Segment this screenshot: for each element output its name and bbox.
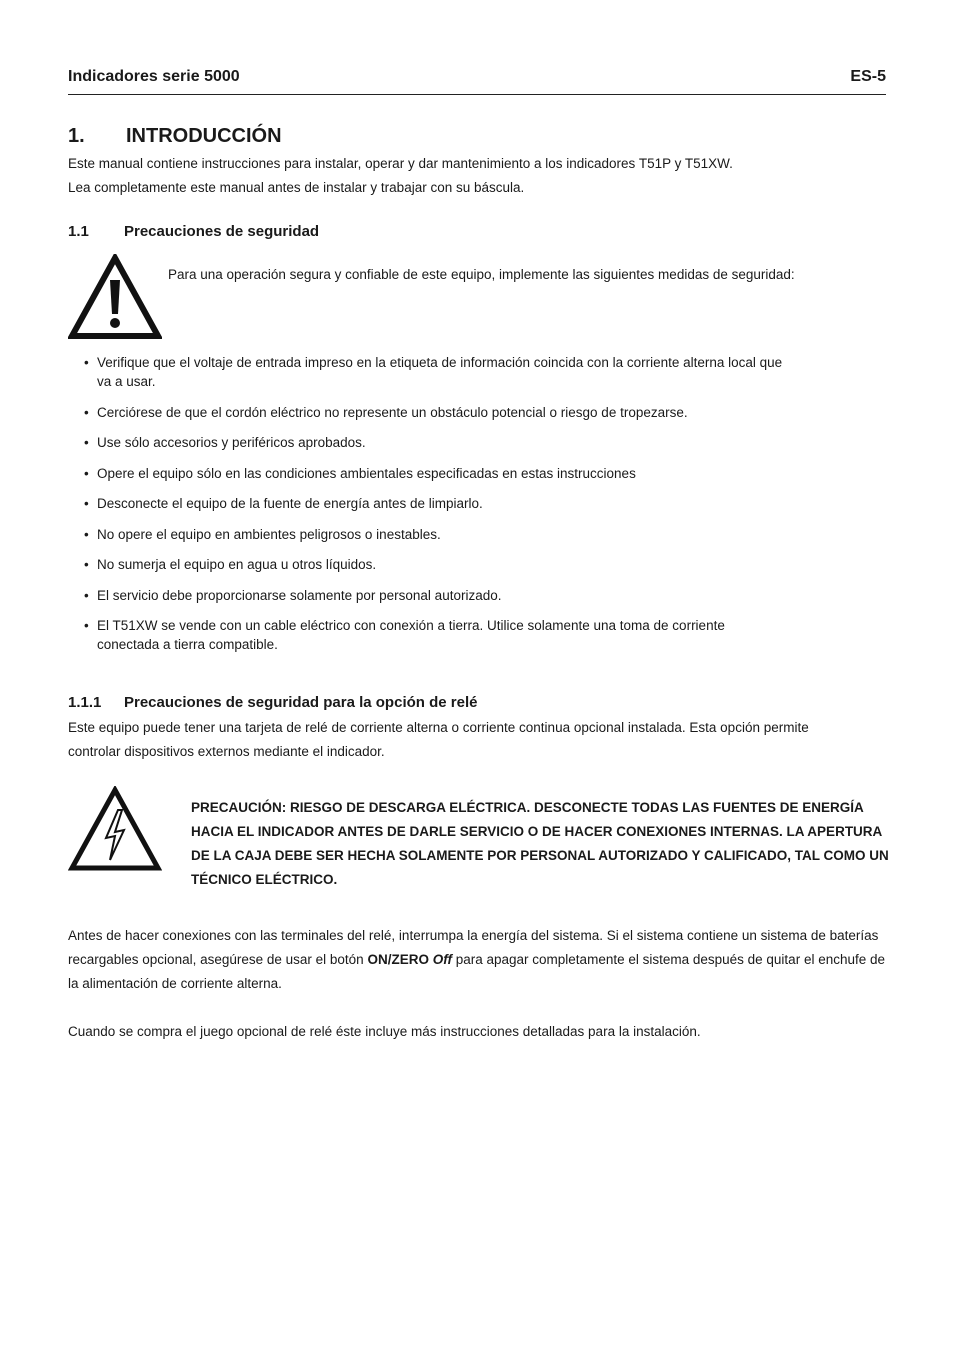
list-item: • Desconecte el equipo de la fuente de energía antes de limpiarlo. [84, 496, 483, 511]
section-heading-introduccion [68, 125, 282, 148]
subsection-title: Precauciones de seguridad para la opción de relé [124, 694, 478, 711]
relay-paragraph-2: Cuando se compra el juego opcional de relé éste incluye más instrucciones detalladas para la instalación. [68, 1024, 701, 1039]
list-item: • Cerciórese de que el cordón eléctrico no represente un obstáculo potencial o riesgo de tropezarse. [84, 404, 688, 420]
caution-shock-text: PRECAUCIÓN: RIESGO DE DESCARGA ELÉCTRICA. DESCONECTE TODAS LAS FUENTES DE ENERGÍA HACIA EL INDICADOR ANTES DE DARLE SERVICIO O DE HACER CONEXIONES INTERNAS. LA APERTURA DE LA CAJA DEBE SER HECHA SOLAMENTE POR PERSONAL AUTORIZADO Y CALIFICADO, TAL COMO UN TÉCNICO ELÉCTRICO. [191, 800, 889, 887]
section-number: 1. [68, 125, 85, 147]
running-header [68, 66, 886, 95]
safety-bullet-list [84, 353, 784, 666]
list-item: • No opere el equipo en ambientes peligrosos o inestables. [84, 526, 441, 542]
relay-line-2: controlar dispositivos externos mediante el indicador. [68, 744, 385, 759]
page-number: ES-5 [850, 68, 886, 85]
intro-line-2: Lea completamente este manual antes de instalar y trabajar con su báscula. [68, 180, 525, 195]
list-item: • El servicio debe proporcionarse solamente por personal autorizado. [84, 587, 502, 603]
electric-shock-icon [68, 786, 162, 872]
list-item: • El T51XW se vende con un cable eléctrico con conexión a tierra. Utilice solamente una toma de corriente conectada a tierra compatible. [84, 618, 725, 652]
list-item: • Opere el equipo sólo en las condiciones ambientales especificadas en estas instrucciones [84, 465, 636, 481]
relay-paragraph-1: Antes de hacer conexiones con las terminales del relé, interrumpa la energía del sistema. Si el sistema contiene un sistema de baterías recargables opcional, asegúrese de usar el botón ON/ZERO Off para apagar completamente el sistema después de quitar el enchufe de la alimentación de corriente alterna. [68, 928, 886, 991]
relay-line-1: Este equipo puede tener una tarjeta de relé de corriente alterna o corriente continua opcional instalada. Esta opción permite [68, 720, 809, 735]
subsection-heading-safety [68, 223, 319, 240]
intro-line-1: Este manual contiene instrucciones para instalar, operar y dar mantenimiento a los indicadores T51P y T51XW. [68, 156, 733, 171]
subsection-number: 1.1.1 [68, 694, 102, 711]
header-title: Indicadores serie 5000 [68, 68, 240, 85]
list-item: • No sumerja el equipo en agua u otros líquidos. [84, 557, 377, 572]
list-item: • Verifique que el voltaje de entrada impreso en la etiqueta de información coincida con la corriente alterna local que va a usar. [84, 355, 783, 389]
list-item: • Use sólo accesorios y periféricos aprobados. [84, 435, 366, 450]
off-label: Off [432, 952, 452, 967]
subsection-number: 1.1 [68, 223, 89, 240]
warning-exclamation-icon [68, 254, 162, 340]
safety-intro-text: Para una operación segura y confiable de este equipo, implemente las siguientes medidas de seguridad: [168, 267, 795, 282]
subsection-heading-relay [68, 694, 477, 711]
section-title: INTRODUCCIÓN [126, 125, 282, 147]
subsection-title: Precauciones de seguridad [124, 223, 320, 240]
on-zero-button-label: ON/ZERO [367, 952, 429, 967]
